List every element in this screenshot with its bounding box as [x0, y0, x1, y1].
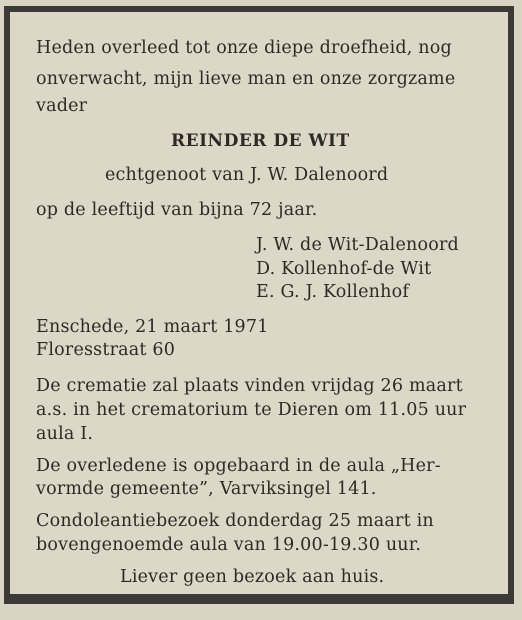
laid-out-line-2: vormde gemeente”, Varviksingel 141. [36, 479, 377, 499]
laid-out-line-1: De overledene is opgebaard in de aula „Her- [36, 456, 441, 476]
cremation-line-1: De crematie zal plaats vinden vrijdag 26 maart [36, 376, 463, 396]
family-member-1: J. W. de Wit-Dalenoord [256, 235, 459, 255]
place-date: Enschede, 21 maart 1971 [36, 317, 269, 337]
deceased-name: REINDER DE WIT [171, 131, 350, 151]
age-line: op de leeftijd van bijna 72 jaar. [36, 200, 318, 220]
condolence-line-2: bovengenoemde aula van 19.00-19.30 uur. [36, 535, 422, 555]
intro-line-2: onverwacht, mijn lieve man en onze zorgzame [36, 69, 456, 89]
family-member-3: E. G. J. Kollenhof [256, 282, 410, 302]
address: Floresstraat 60 [36, 340, 176, 360]
cremation-line-3: aula I. [36, 424, 94, 444]
family-member-2: D. Kollenhof-de Wit [256, 259, 432, 279]
cremation-line-2: a.s. in het crematorium te Dieren om 11.05 uur [36, 400, 467, 420]
intro-line-3: vader [36, 96, 88, 116]
spouse-line: echtgenoot van J. W. Dalenoord [105, 165, 389, 185]
condolence-line-1: Condoleantiebezoek donderdag 25 maart in [36, 511, 434, 531]
closing-line: Liever geen bezoek aan huis. [120, 567, 385, 587]
intro-line-1: Heden overleed tot onze diepe droefheid, nog [36, 38, 452, 58]
